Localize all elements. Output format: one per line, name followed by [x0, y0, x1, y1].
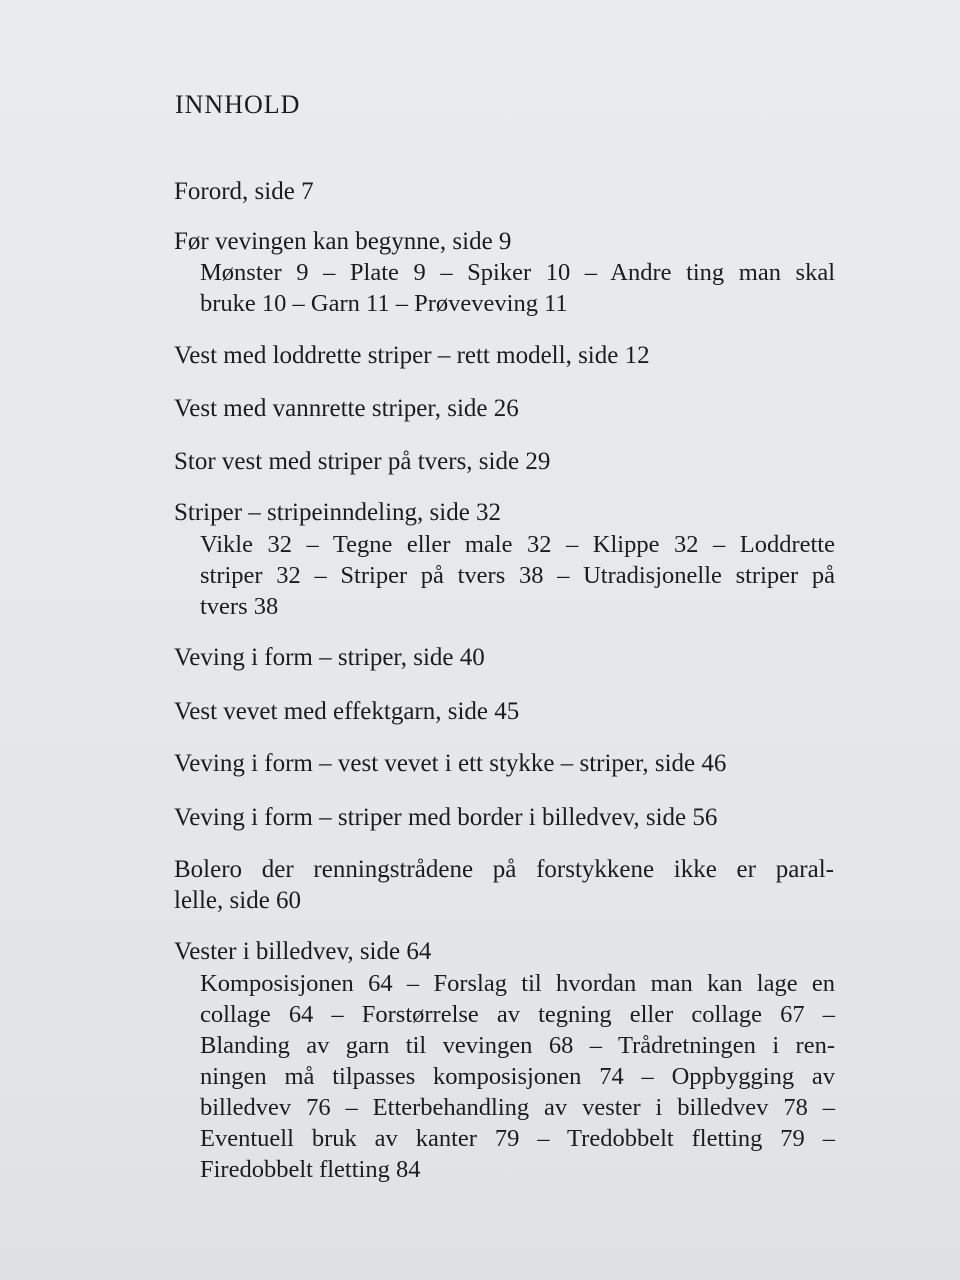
toc-subentry-line: ningen må tilpasses komposisjonen 74 – Oppbygging av [200, 1063, 835, 1090]
toc-entry-forord: Forord, side 7 [174, 178, 314, 205]
toc-entry-line: Bolero der renningstrådene på forstykkene ikke er paral- [174, 856, 834, 883]
toc-entry-vester-i-billedvev: Vester i billedvev, side 64 [174, 938, 432, 965]
toc-entry-vannrette-striper: Vest med vannrette striper, side 26 [174, 395, 519, 422]
toc-subentry-line: Eventuell bruk av kanter 79 – Tredobbelt fletting 79 – [200, 1125, 835, 1152]
toc-entry-line: lelle, side 60 [174, 887, 302, 914]
toc-subentry-line: Vikle 32 – Tegne eller male 32 – Klippe 32 – Loddrette [200, 531, 835, 558]
toc-entry-for-vevingen: Før vevingen kan begynne, side 9 [174, 228, 512, 255]
toc-subentry-line: Blanding av garn til vevingen 68 – Trådretningen i ren- [200, 1032, 835, 1059]
toc-entry-border-i-billedvev: Veving i form – striper med border i billedvev, side 56 [174, 804, 718, 831]
toc-subentry-line: tvers 38 [200, 593, 279, 620]
toc-subentry-line: billedvev 76 – Etterbehandling av vester i billedvev 78 – [200, 1094, 835, 1121]
toc-subentry-line: Mønster 9 – Plate 9 – Spiker 10 – Andre ting man skal [200, 259, 835, 286]
toc-entry-effektgarn: Vest vevet med effektgarn, side 45 [174, 698, 520, 725]
toc-entry-stor-vest: Stor vest med striper på tvers, side 29 [174, 448, 551, 475]
toc-subentry-line: collage 64 – Forstørrelse av tegning eller collage 67 – [200, 1001, 835, 1028]
toc-entry-loddrette-striper: Vest med loddrette striper – rett modell, side 12 [174, 342, 650, 369]
toc-subentries-vester-i-billedvev [200, 968, 835, 1185]
toc-entry-veving-i-form-striper: Veving i form – striper, side 40 [174, 644, 485, 671]
toc-entry-stripeinndeling: Striper – stripeinndeling, side 32 [174, 499, 502, 526]
toc-subentry-line: bruke 10 – Garn 11 – Prøveveving 11 [200, 290, 568, 317]
toc-entry-ett-stykke: Veving i form – vest vevet i ett stykke – striper, side 46 [174, 750, 727, 777]
toc-subentry-line: Firedobbelt fletting 84 [200, 1156, 421, 1183]
toc-entry-bolero [174, 854, 834, 916]
toc-subentry-line: striper 32 – Striper på tvers 38 – Utradisjonelle striper på [200, 562, 835, 589]
toc-subentry-line: Komposisjonen 64 – Forslag til hvordan man kan lage en [200, 970, 835, 997]
toc-subentries-for-vevingen [200, 257, 835, 319]
toc-subentries-stripeinndeling [200, 529, 835, 622]
page-title: INNHOLD [175, 90, 301, 119]
